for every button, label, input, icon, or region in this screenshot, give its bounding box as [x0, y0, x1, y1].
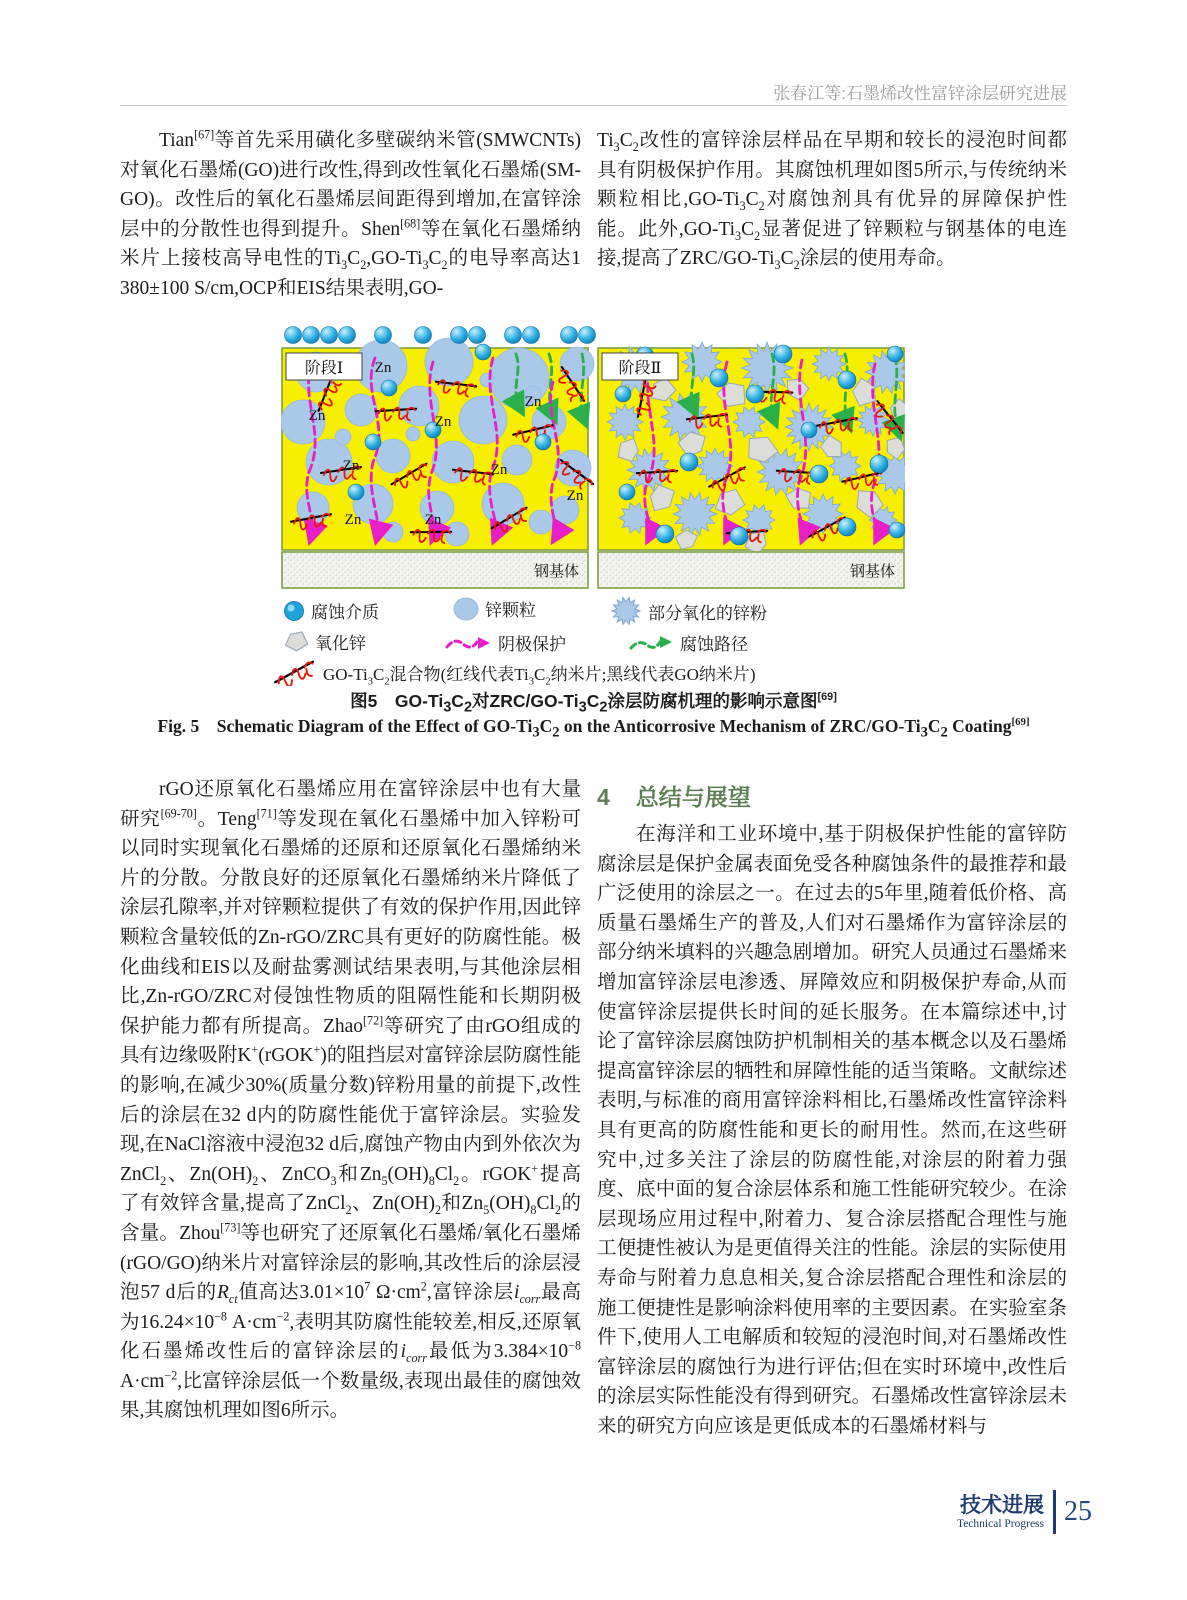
- legend-label: 锌颗粒: [485, 601, 536, 620]
- legend-label: 阴极保护: [498, 635, 566, 654]
- svg-text:阶段Ⅰ: 阶段Ⅰ: [304, 360, 344, 377]
- section-number: 4: [597, 784, 610, 810]
- footer: [880, 1490, 1092, 1534]
- svg-text:Zn: Zn: [490, 462, 508, 478]
- svg-text:Zn: Zn: [342, 458, 360, 474]
- legend-item-oxidized-zinc: [610, 596, 767, 626]
- figure-panel-stage1: [281, 327, 596, 589]
- corrosion-medium-sphere-icon: [283, 600, 305, 622]
- page-number: 25: [1064, 1496, 1092, 1527]
- svg-text:阶段Ⅱ: 阶段Ⅱ: [618, 360, 662, 377]
- figure-caption-cn: 图5 $GO-Ti_3C_2$对ZRC/$GO-Ti_3C_2$涂层防腐机理的影响示意图[69]: [350, 691, 837, 716]
- body-paragraph-top-left: Tian[67]等首先采用磺化多壁碳纳米管(SMWCNTs)对氧化石墨烯(GO)进行改性,得到改性氧化石墨烯(SM-GO)。改性后的氧化石墨烯层间距得到增加,在富锌涂层中的分散性也得到提升。Shen[68]等在氧化石墨烯纳米片上接枝高导电性的$Ti_3C_2,GO-Ti_3C_2$的电导率高达1 380±100 S/cm,OCP和EIS结果表明,GO-: [120, 127, 581, 299]
- go-ti3c2-squiggle-icon: [271, 658, 317, 686]
- legend-item-cathodic-protection: [444, 630, 566, 655]
- svg-text:Zn: Zn: [308, 408, 326, 424]
- footer-label-en: Technical Progress: [956, 1517, 1044, 1530]
- header-rule: [120, 105, 1067, 106]
- figure-caption-en: Fig. 5 Schematic Diagram of the Effect of $GO-Ti_3C_2$ on the Anticorrosive Mechanism of ZRC/$GO-Ti_3C_2$ Coating[69]: [157, 716, 1030, 741]
- section-title: 总结与展望: [635, 784, 751, 810]
- legend-item-corrosion-medium: [283, 598, 379, 623]
- zinc-particle-circle-icon: [453, 597, 479, 621]
- legend-item-zinc-particle: [453, 596, 536, 621]
- svg-text:Zn: Zn: [344, 512, 362, 528]
- figure-panel-stage2: [598, 342, 905, 588]
- legend-item-go-ti3c2-mixture: [271, 658, 756, 686]
- corrosion-path-arrow-icon: [628, 634, 674, 652]
- cathodic-protection-arrow-icon: [444, 634, 492, 652]
- figure5-schematic: [281, 322, 905, 590]
- legend-label: 腐蚀路径: [680, 635, 748, 654]
- svg-text:钢基体: 钢基体: [533, 564, 579, 580]
- figure5: [281, 322, 905, 688]
- legend-item-zinc-oxide: [283, 628, 366, 654]
- legend-label: 氧化锌: [315, 633, 366, 653]
- body-paragraph-bottom-right: 在海洋和工业环境中,基于阴极保护性能的富锌防腐涂层是保护金属表面免受各种腐蚀条件的最推荐和最广泛使用的涂层之一。在过去的5年里,随着低价格、高质量石墨烯生产的普及,人们对石墨烯作为富锌涂层的部分纳米填料的兴趣急剧增加。研究人员通过石墨烯来增加富锌涂层电渗透、屏障效应和阴极保护寿命,从而使富锌涂层提供长时间的延长服务。在本篇综述中,讨论了富锌涂层腐蚀防护机制相关的基本概念以及石墨烯提高富锌涂层的牺牲和屏障性能的适当策略。文献综述表明,与标准的商用富锌涂料相比,石墨烯改性富锌涂料具有更高的防腐性能和更长的耐用性。然而,在这些研究中,过多关注了涂层的防腐性能,对涂层的附着力强度、底中面的复合涂层体系和施工性能研究较少。在涂层现场应用过程中,附着力、复合涂层搭配合理性与施工便捷性被认为是更值得关注的性能。涂层的实际使用寿命与附着力息息相关,复合涂层搭配合理性和涂层的施工便捷性是影响涂料使用率的主要因素。在实验室条件下,使用人工电解质和较短的浸泡时间,对石墨烯改性富锌涂层的腐蚀行为进行评估;但在实时环境中,改性后的涂层实际性能没有得到研究。石墨烯改性富锌涂层未来的研究方向应该是更低成本的石墨烯材料与: [597, 824, 1067, 1437]
- footer-label-cn: 技术进展: [960, 1493, 1044, 1517]
- body-paragraph-top-right: $Ti_3C_2$改性的富锌涂层样品在早期和较长的浸泡时间都具有阴极保护作用。其腐蚀机理如图5所示,与传统纳米颗粒相比$,GO-Ti_3C_2$对腐蚀剂具有优异的屏障保护性能。此外$,GO-Ti_3C_2$显著促进了锌颗粒与钢基体的电连接,提高了ZRC/$GO-Ti_3C_2$涂层的使用寿命。: [597, 130, 1067, 273]
- legend-label: $GO-Ti_3C_2$混合物(红线代表$Ti_3C_2$纳米片;黑线代表GO纳米片): [323, 664, 756, 687]
- legend-label: 腐蚀介质: [311, 603, 379, 622]
- svg-text:Zn: Zn: [374, 360, 392, 376]
- svg-text:Zn: Zn: [434, 414, 452, 430]
- svg-text:Zn: Zn: [524, 394, 542, 410]
- figure-legend: [281, 596, 905, 688]
- footer-divider: [1053, 1490, 1056, 1534]
- svg-text:Zn: Zn: [566, 488, 584, 504]
- section-heading: [597, 779, 751, 812]
- svg-text:钢基体: 钢基体: [849, 564, 895, 580]
- body-paragraph-bottom-left: rGO还原氧化石墨烯应用在富锌涂层中也有大量研究[69-70]。Teng[71]等发现在氧化石墨烯中加入锌粉可以同时实现氧化石墨烯的还原和还原氧化石墨烯纳米片的分散。分散良好的还原氧化石墨烯纳米片降低了涂层孔隙率,并对锌颗粒提供了有效的保护作用,因此锌颗粒含量较低的Zn-rGO/ZRC具有更好的防腐性能。极化曲线和EIS以及耐盐雾测试结果表明,与其他涂层相比,Zn-rGO/ZRC对侵蚀性物质的阻隔性能和长期阴极保护能力都有所提高。Zhao[72]等研究了由rGO组成的具有边缘吸附K+(rGOK+)的阻挡层对富锌涂层防腐性能的影响,在减少30%(质量分数)锌粉用量的前提下,改性后的涂层在32 d内的防腐性能优于富锌涂层。实验发现,在NaCl溶液中浸泡32 d后,腐蚀产物由内到外依次为ZnCl$_2$、$Zn(OH)_2$、ZnCO$_3$和$Zn_5(OH)_8Cl_2$。rGOK+提高了有效锌含量,提高了ZnCl$_2$、$Zn(OH)_2$和$Zn_5(OH)_8Cl_2$的含量。Zhou[73]等也研究了还原氧化石墨烯/氧化石墨烯(rGO/GO)纳米片对富锌涂层的影响,其改性后的涂层浸泡57 d后的$R_{ct}$值高达$3.01\times 10^7$ $\Omega\cdot cm^2$,富锌涂层$i_{corr}$最高为$16.24\times 10^{-8}$ $A\cdot cm^{-2}$,表明其防腐性能较差,相反,还原氧化石墨烯改性后的富锌涂层的$i_{corr}$最低为$3.384\times 10^{-8}$ $A\cdot cm^{-2}$,比富锌涂层低一个数量级,表现出最佳的腐蚀效果,其腐蚀机理如图6所示。: [120, 779, 581, 1422]
- oxidized-zinc-star-icon: [610, 596, 642, 626]
- running-title: 张春江等:石墨烯改性富锌涂层研究进展: [773, 84, 1067, 103]
- legend-label: 部分氧化的锌粉: [648, 603, 767, 623]
- legend-item-corrosion-path: [628, 630, 748, 655]
- footer-section-label: [957, 1494, 1044, 1531]
- zinc-oxide-polygon-icon: [283, 628, 309, 654]
- svg-text:Zn: Zn: [424, 512, 442, 528]
